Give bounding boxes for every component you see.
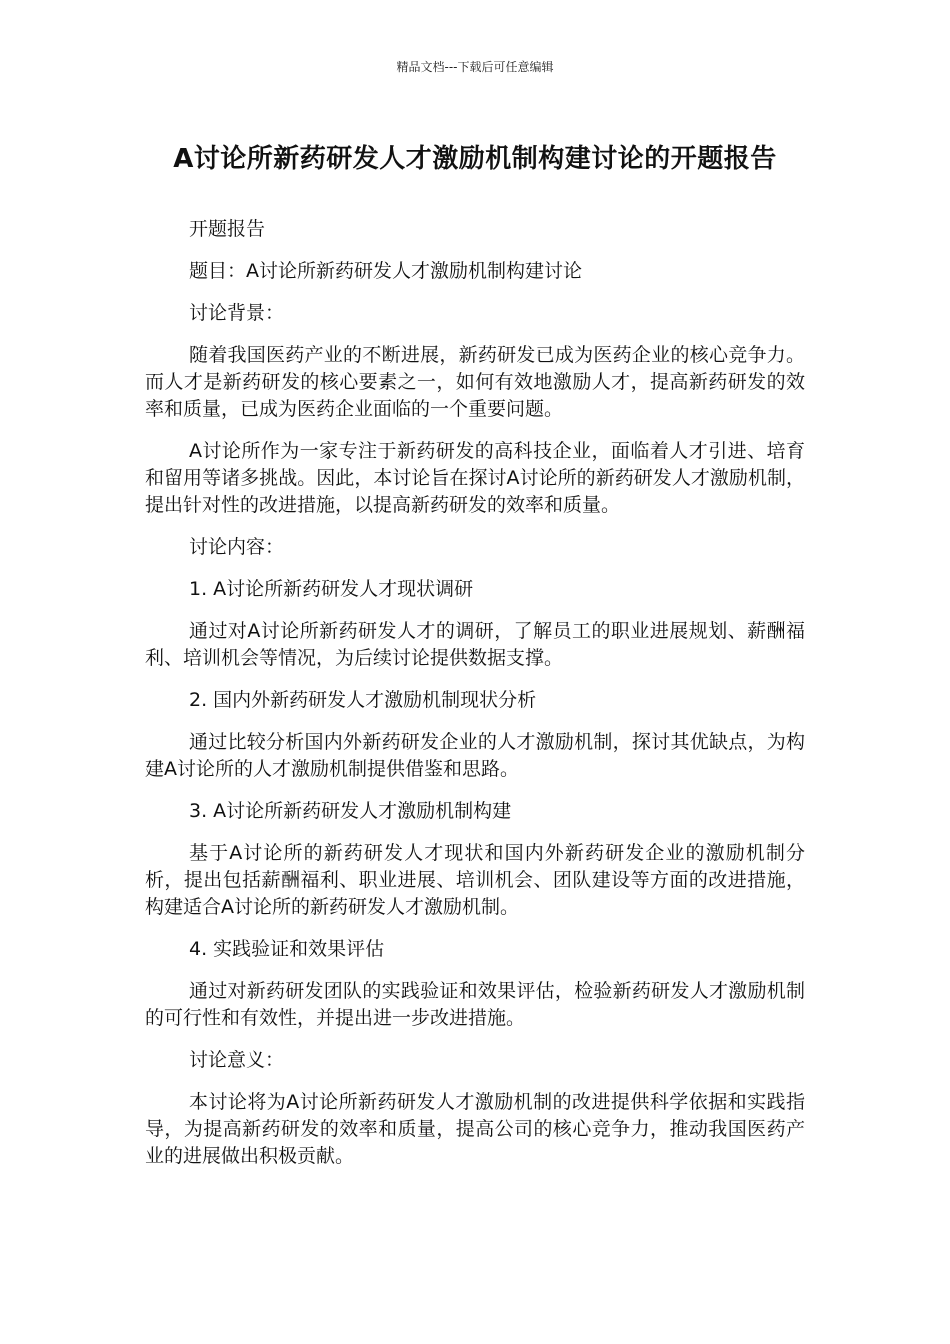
list-item-2-heading: 2. 国内外新药研发人才激励机制现状分析: [189, 689, 537, 711]
document-body: [145, 216, 805, 1185]
section-heading-content: 讨论内容：: [189, 536, 285, 558]
paragraph-topic: 题目：A讨论所新药研发人才激励机制构建讨论: [189, 260, 582, 282]
paragraph-background-1: 随着我国医药产业的不断进展，新药研发已成为医药企业的核心竞争力。而人才是新药研发的核心要素之一，如何有效地激励人才，提高新药研发的效率和质量，已成为医药企业面临的一个重要问题。: [145, 344, 805, 420]
section-heading-background: 讨论背景：: [189, 302, 285, 324]
list-item-4-body: 通过对新药研发团队的实践验证和效果评估，检验新药研发人才激励机制的可行性和有效性，并提出进一步改进措施。: [145, 980, 805, 1029]
paragraph-significance: 本讨论将为A讨论所新药研发人才激励机制的改进提供科学依据和实践指导，为提高新药研发的效率和质量，提高公司的核心竞争力，推动我国医药产业的进展做出积极贡献。: [145, 1091, 805, 1167]
section-heading-significance: 讨论意义：: [189, 1049, 285, 1071]
list-item-4-heading: 4. 实践验证和效果评估: [189, 938, 385, 960]
paragraph-background-2: A讨论所作为一家专注于新药研发的高科技企业，面临着人才引进、培育和留用等诸多挑战。因此，本讨论旨在探讨A讨论所的新药研发人才激励机制，提出针对性的改进措施，以提高新药研发的效率和质量。: [145, 440, 805, 516]
list-item-3-heading: 3. A讨论所新药研发人才激励机制构建: [189, 800, 512, 822]
list-item-1-body: 通过对A讨论所新药研发人才的调研，了解员工的职业进展规划、薪酬福利、培训机会等情况，为后续讨论提供数据支撑。: [145, 620, 805, 669]
list-item-2-body: 通过比较分析国内外新药研发企业的人才激励机制，探讨其优缺点，为构建A讨论所的人才激励机制提供借鉴和思路。: [145, 731, 805, 780]
paragraph-report-label: 开题报告: [189, 218, 266, 240]
document-title: A讨论所新药研发人才激励机制构建讨论的开题报告: [173, 144, 777, 174]
list-item-1-heading: 1. A讨论所新药研发人才现状调研: [189, 578, 474, 600]
header-note: 精品文档---下载后可任意编辑: [396, 60, 554, 74]
list-item-3-body: 基于A讨论所的新药研发人才现状和国内外新药研发企业的激励机制分析，提出包括薪酬福利、职业进展、培训机会、团队建设等方面的改进措施，构建适合A讨论所的新药研发人才激励机制。: [145, 842, 805, 918]
